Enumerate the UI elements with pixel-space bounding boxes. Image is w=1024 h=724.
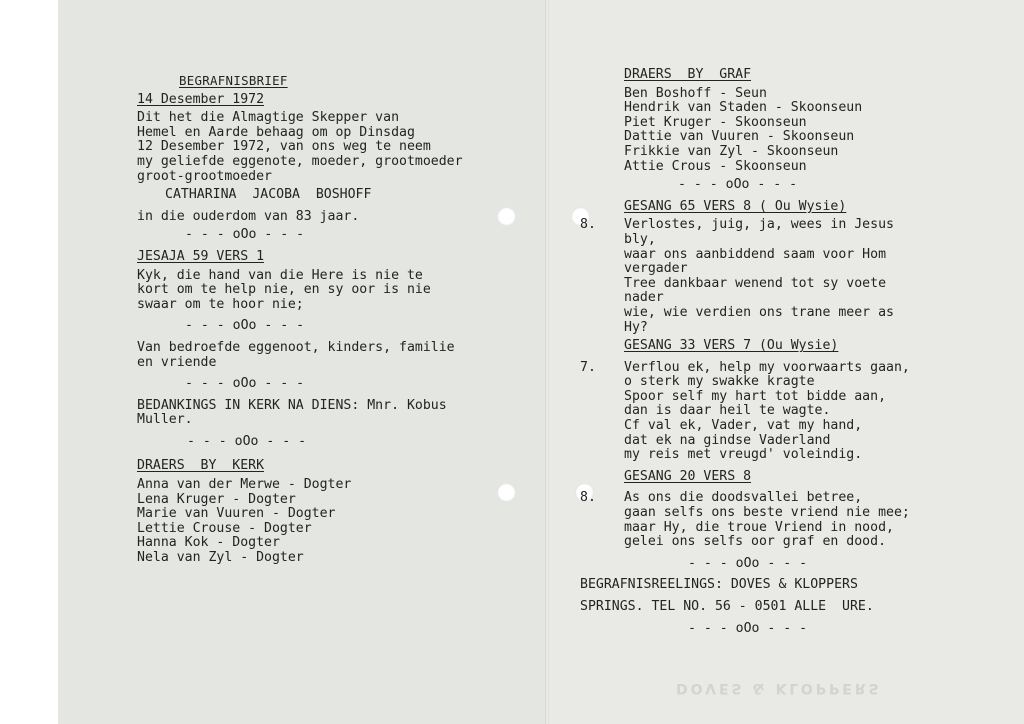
verse-line: dat ek na gindse Vaderland: [624, 432, 831, 448]
separator: - - - oOo - - -: [187, 433, 307, 449]
verse-line: bly,: [624, 231, 656, 247]
mourners-line: Van bedroefde eggenoot, kinders, familie: [137, 339, 455, 355]
separator: - - - oOo - - -: [185, 376, 305, 392]
bearers-church-heading: DRAERS BY KERK: [137, 458, 265, 474]
scripture-text: [137, 269, 537, 313]
verse-line: Tree dankbaar wenend tot sy voete: [624, 275, 887, 291]
list-item: Lena Kruger - Dogter: [137, 491, 296, 507]
separator: - - - oOo - - -: [688, 620, 808, 636]
list-item: Lettie Crouse - Dogter: [137, 520, 312, 536]
verse-line: maar Hy, die troue Vriend in nood,: [624, 519, 894, 535]
right-column: [580, 68, 980, 636]
thanks-line: Muller.: [137, 412, 193, 428]
list-item: Attie Crous - Skoonseun: [624, 158, 807, 174]
bearers-church-list: [137, 478, 537, 566]
separator: - - - oOo - - -: [678, 177, 798, 193]
left-column: [137, 74, 537, 566]
intro-line: groot-grootmoeder: [137, 168, 272, 184]
show-through-text: DOVES & KLOPPERS: [676, 680, 882, 696]
separator: - - - oOo - - -: [185, 318, 305, 334]
intro-line: my geliefde eggenote, moeder, grootmoeder: [137, 153, 463, 169]
letter-date: 14 Desember 1972: [137, 91, 265, 107]
hymn-heading: GESANG 65 VERS 8 ( Ou Wysie): [624, 198, 847, 214]
verse-line: Verlostes, juig, ja, wees in Jesus: [624, 217, 894, 233]
hymn-verse: [580, 491, 980, 549]
verse-line: dan is daar heil te wagte.: [624, 403, 831, 419]
verse-line: vergader: [624, 261, 688, 277]
verse-line: o sterk my swakke kragte: [624, 374, 815, 390]
list-item: Anna van der Merwe - Dogter: [137, 477, 352, 493]
scripture-heading: JESAJA 59 VERS 1: [137, 248, 265, 264]
age-line: in die ouderdom van 83 jaar.: [137, 208, 360, 224]
intro-line: Dit het die Almagtige Skepper van: [137, 110, 400, 126]
verse-line: gelei ons selfs oor graf en dood.: [624, 534, 887, 550]
separator: - - - oOo - - -: [688, 555, 808, 571]
hymn-heading: GESANG 20 VERS 8: [624, 468, 752, 484]
undertakers-line: SPRINGS. TEL NO. 56 - 0501 ALLE URE.: [580, 599, 874, 614]
verse-line: Cf val ek, Vader, vat my hand,: [624, 418, 863, 434]
list-item: Ben Boshoff - Seun: [624, 85, 767, 101]
verse-line: As ons die doodsvallei betree,: [624, 490, 863, 506]
list-item: Dattie van Vuuren - Skoonseun: [624, 129, 855, 145]
scripture-line: Kyk, die hand van die Here is nie te: [137, 267, 423, 283]
verse-line: Hy?: [624, 319, 648, 335]
verse-line: my reis met vreugd' voleindig.: [624, 447, 863, 463]
hymn-verse: [580, 218, 980, 335]
list-item: Nela van Zyl - Dogter: [137, 550, 304, 566]
list-item: Marie van Vuuren - Dogter: [137, 506, 336, 522]
letter-title: BEGRAFNISBRIEF: [179, 73, 288, 88]
list-item: Piet Kruger - Skoonseun: [624, 114, 807, 130]
deceased-name: CATHARINA JACOBA BOSHOFF: [165, 187, 372, 203]
verse-line: wie, wie verdien ons trane meer as: [624, 304, 894, 320]
verse-number: 8.: [580, 490, 596, 506]
list-item: Frikkie van Zyl - Skoonseun: [624, 143, 839, 159]
list-item: Hanna Kok - Dogter: [137, 535, 280, 551]
verse-line: waar ons aanbiddend saam voor Hom: [624, 246, 887, 262]
scripture-line: kort om te help nie, en sy oor is nie: [137, 282, 431, 298]
intro-line: Hemel en Aarde behaag om op Dinsdag: [137, 124, 415, 140]
undertakers-line: BEGRAFNISREELINGS: DOVES & KLOPPERS: [580, 577, 858, 593]
separator: - - - oOo - - -: [185, 227, 305, 243]
verse-line: gaan selfs ons beste vriend nie mee;: [624, 505, 910, 521]
verse-number: 7.: [580, 359, 596, 375]
verse-line: nader: [624, 290, 664, 306]
thanks-text: [137, 399, 537, 428]
intro-paragraph: [137, 111, 537, 184]
center-fold: [545, 0, 549, 724]
bearers-grave-heading: DRAERS BY GRAF: [624, 67, 752, 82]
hymn-verse: [580, 361, 980, 463]
undertakers-text: [580, 578, 980, 614]
verse-line: Spoor self my hart tot bidde aan,: [624, 388, 887, 404]
mourners-text: [137, 341, 537, 370]
verse-line: Verflou ek, help my voorwaarts gaan,: [624, 359, 910, 375]
intro-line: 12 Desember 1972, van ons weg te neem: [137, 139, 431, 155]
list-item: Hendrik van Staden - Skoonseun: [624, 100, 863, 116]
verse-number: 8.: [580, 217, 596, 233]
scripture-line: swaar om te hoor nie;: [137, 296, 304, 312]
mourners-line: en vriende: [137, 354, 217, 370]
thanks-line: BEDANKINGS IN KERK NA DIENS: Mnr. Kobus: [137, 397, 447, 413]
hymn-heading: GESANG 33 VERS 7 (Ou Wysie): [624, 338, 839, 354]
bearers-grave-list: [580, 87, 980, 175]
